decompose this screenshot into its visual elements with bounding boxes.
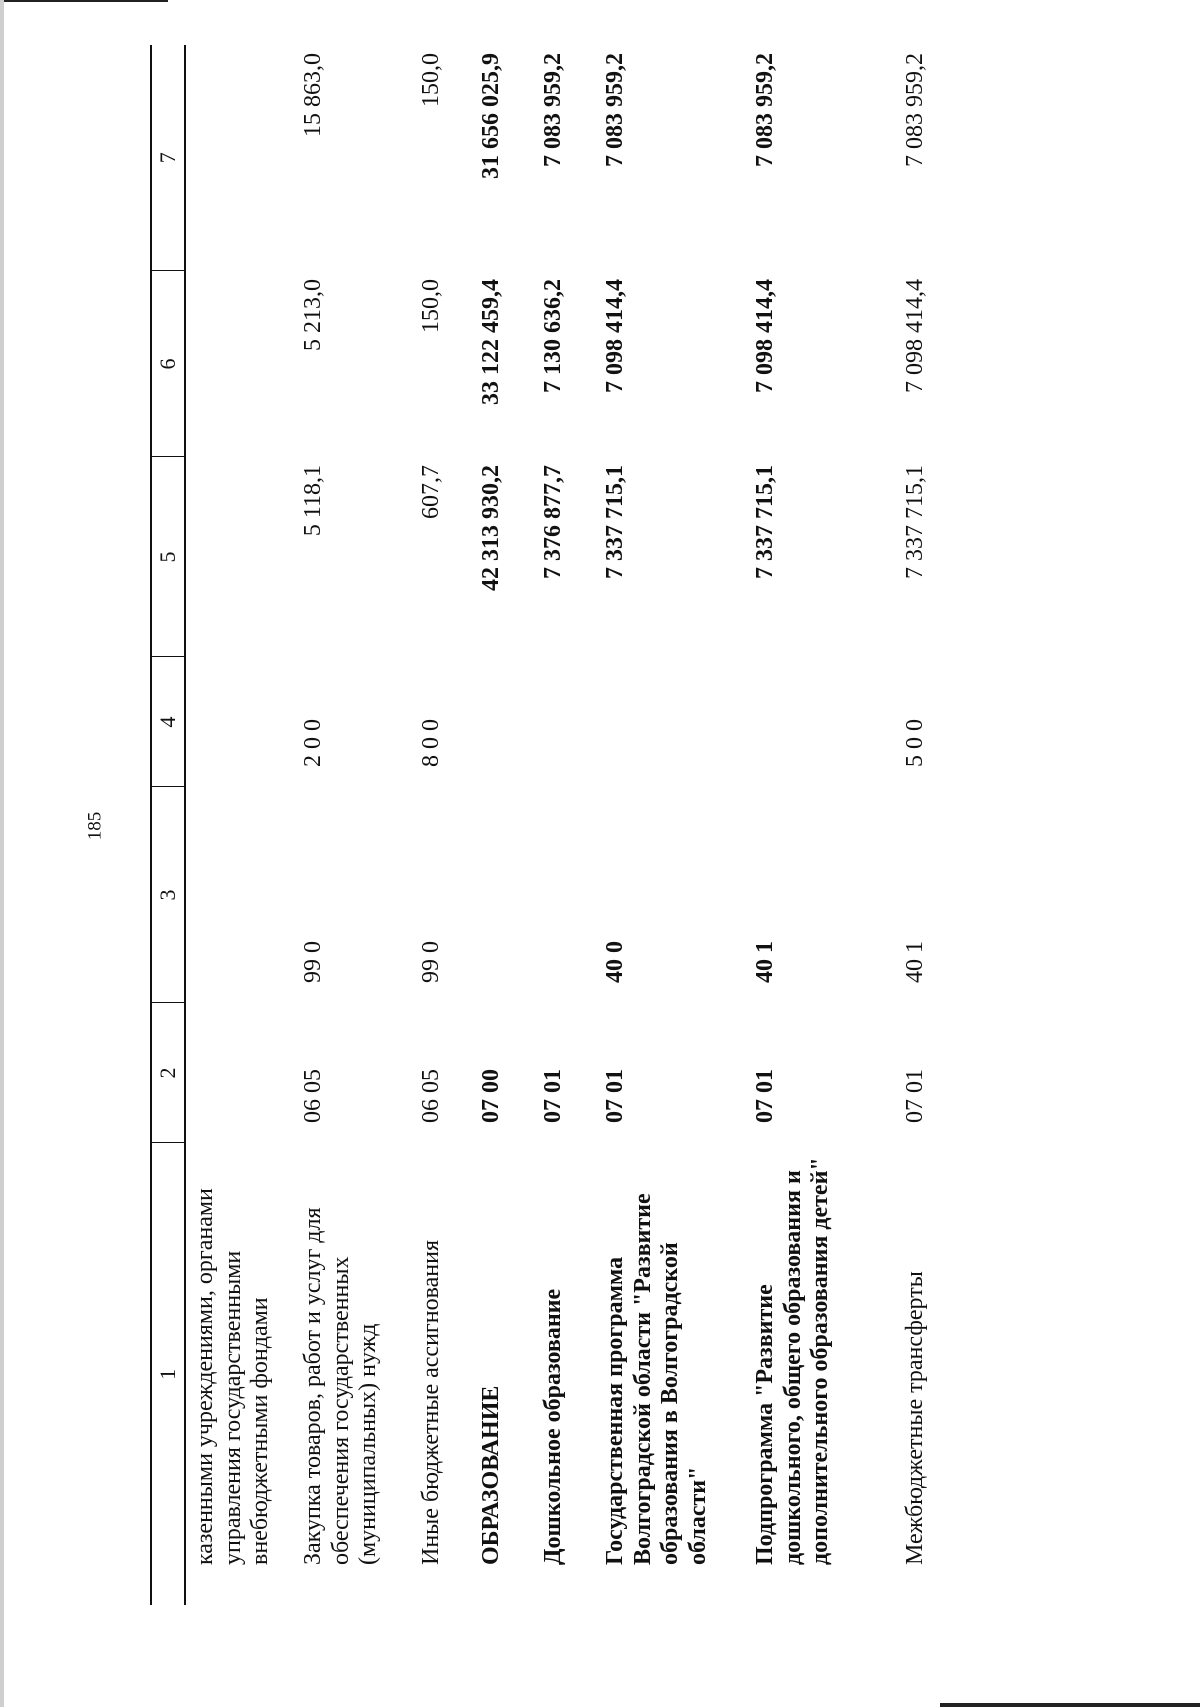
row-value-5: 7 337 715,1 (602, 465, 628, 579)
page-number-text: 185 (84, 811, 105, 841)
column-header-3: 3 (151, 787, 185, 1003)
column-header-4: 4 (151, 657, 185, 787)
scan-edge-bottom (940, 1703, 1200, 1707)
row-value-6: 7 098 414,4 (752, 279, 778, 393)
row-value-5: 42 313 930,2 (478, 465, 504, 591)
table-row (602, 45, 752, 1605)
table-row (185, 45, 300, 1605)
row-section-code: 06 05 (300, 1069, 326, 1123)
row-value-5: 7 376 877,7 (540, 465, 566, 579)
row-section-code: 06 05 (418, 1069, 444, 1123)
row-expense-type: 5 0 0 (902, 719, 928, 767)
row-value-5: 7 337 715,1 (752, 465, 778, 579)
row-target-code: 99 0 (300, 941, 326, 983)
row-value-7: 7 083 959,2 (540, 53, 566, 167)
row-name: Подпрограмма "Развитие дошкольного, общего образования и дополнительного образования детей" (752, 1157, 834, 1565)
scan-edge-left (0, 0, 4, 1707)
row-expense-type (540, 657, 602, 787)
row-value-7: 7 083 959,2 (602, 53, 628, 167)
row-value-6 (185, 271, 300, 457)
page-number (80, 811, 110, 841)
row-target-code (478, 787, 540, 1003)
table-header-row (151, 45, 185, 1605)
column-header-7: 7 (151, 45, 185, 271)
column-header-5: 5 (151, 457, 185, 657)
row-expense-type (478, 657, 540, 787)
row-expense-type: 8 0 0 (418, 719, 444, 767)
table-row (418, 45, 478, 1605)
row-value-6: 7 098 414,4 (902, 279, 928, 393)
table-row (752, 45, 902, 1605)
row-target-code (540, 787, 602, 1003)
row-section-code: 07 00 (478, 1069, 504, 1123)
row-name: Государственная программа Волгоградской области "Развитие образования в Волгоградской области" (602, 1193, 711, 1565)
row-section-code: 07 01 (602, 1069, 628, 1123)
table-row (540, 45, 602, 1605)
row-section-code: 07 01 (540, 1069, 566, 1123)
row-value-6: 5 213,0 (300, 279, 326, 351)
row-value-7: 7 083 959,2 (752, 53, 778, 167)
column-header-2: 2 (151, 1003, 185, 1143)
row-target-code: 40 1 (752, 941, 778, 983)
row-name: Иные бюджетные ассигнования (418, 1240, 444, 1565)
row-value-5 (185, 457, 300, 657)
scan-edge-top (0, 0, 168, 2)
row-target-code (185, 787, 300, 1003)
row-expense-type (752, 657, 902, 787)
row-name: Межбюджетные трансферты (902, 1271, 928, 1565)
row-value-7: 7 083 959,2 (902, 53, 928, 167)
row-value-6: 33 122 459,4 (478, 279, 504, 405)
row-value-6: 7 130 636,2 (540, 279, 566, 393)
row-expense-type (185, 657, 300, 787)
table-row (902, 45, 962, 1605)
table-row (300, 45, 418, 1605)
row-target-code: 40 0 (602, 941, 628, 983)
row-value-7: 150,0 (418, 53, 444, 107)
row-section-code (185, 1003, 300, 1143)
row-value-6: 150,0 (418, 279, 444, 333)
column-header-1: 1 (151, 1143, 185, 1605)
column-header-6: 6 (151, 271, 185, 457)
row-value-5: 607,7 (418, 465, 444, 519)
row-target-code: 99 0 (418, 941, 444, 983)
row-name: Дошкольное образование (540, 1288, 566, 1565)
row-expense-type: 2 0 0 (300, 719, 326, 767)
row-value-7: 15 863,0 (300, 53, 326, 137)
row-value-5: 7 337 715,1 (902, 465, 928, 579)
row-section-code: 07 01 (752, 1069, 778, 1123)
budget-table-container (150, 45, 1090, 1605)
budget-table (150, 45, 962, 1605)
row-section-code: 07 01 (902, 1069, 928, 1123)
row-target-code: 40 1 (902, 941, 928, 983)
row-name: ОБРАЗОВАНИЕ (478, 1385, 504, 1565)
table-row (478, 45, 540, 1605)
row-value-7: 31 656 025,9 (478, 53, 504, 179)
row-expense-type (602, 657, 752, 787)
row-name: Закупка товаров, работ и услуг для обеспечения государственных (муниципальных) нужд (300, 1207, 382, 1565)
row-value-6: 7 098 414,4 (602, 279, 628, 393)
row-value-5: 5 118,1 (300, 465, 326, 537)
row-name: казенными учреждениями, органами управления государственными внебюджетными фондами (192, 1188, 274, 1565)
row-value-7 (185, 45, 300, 271)
